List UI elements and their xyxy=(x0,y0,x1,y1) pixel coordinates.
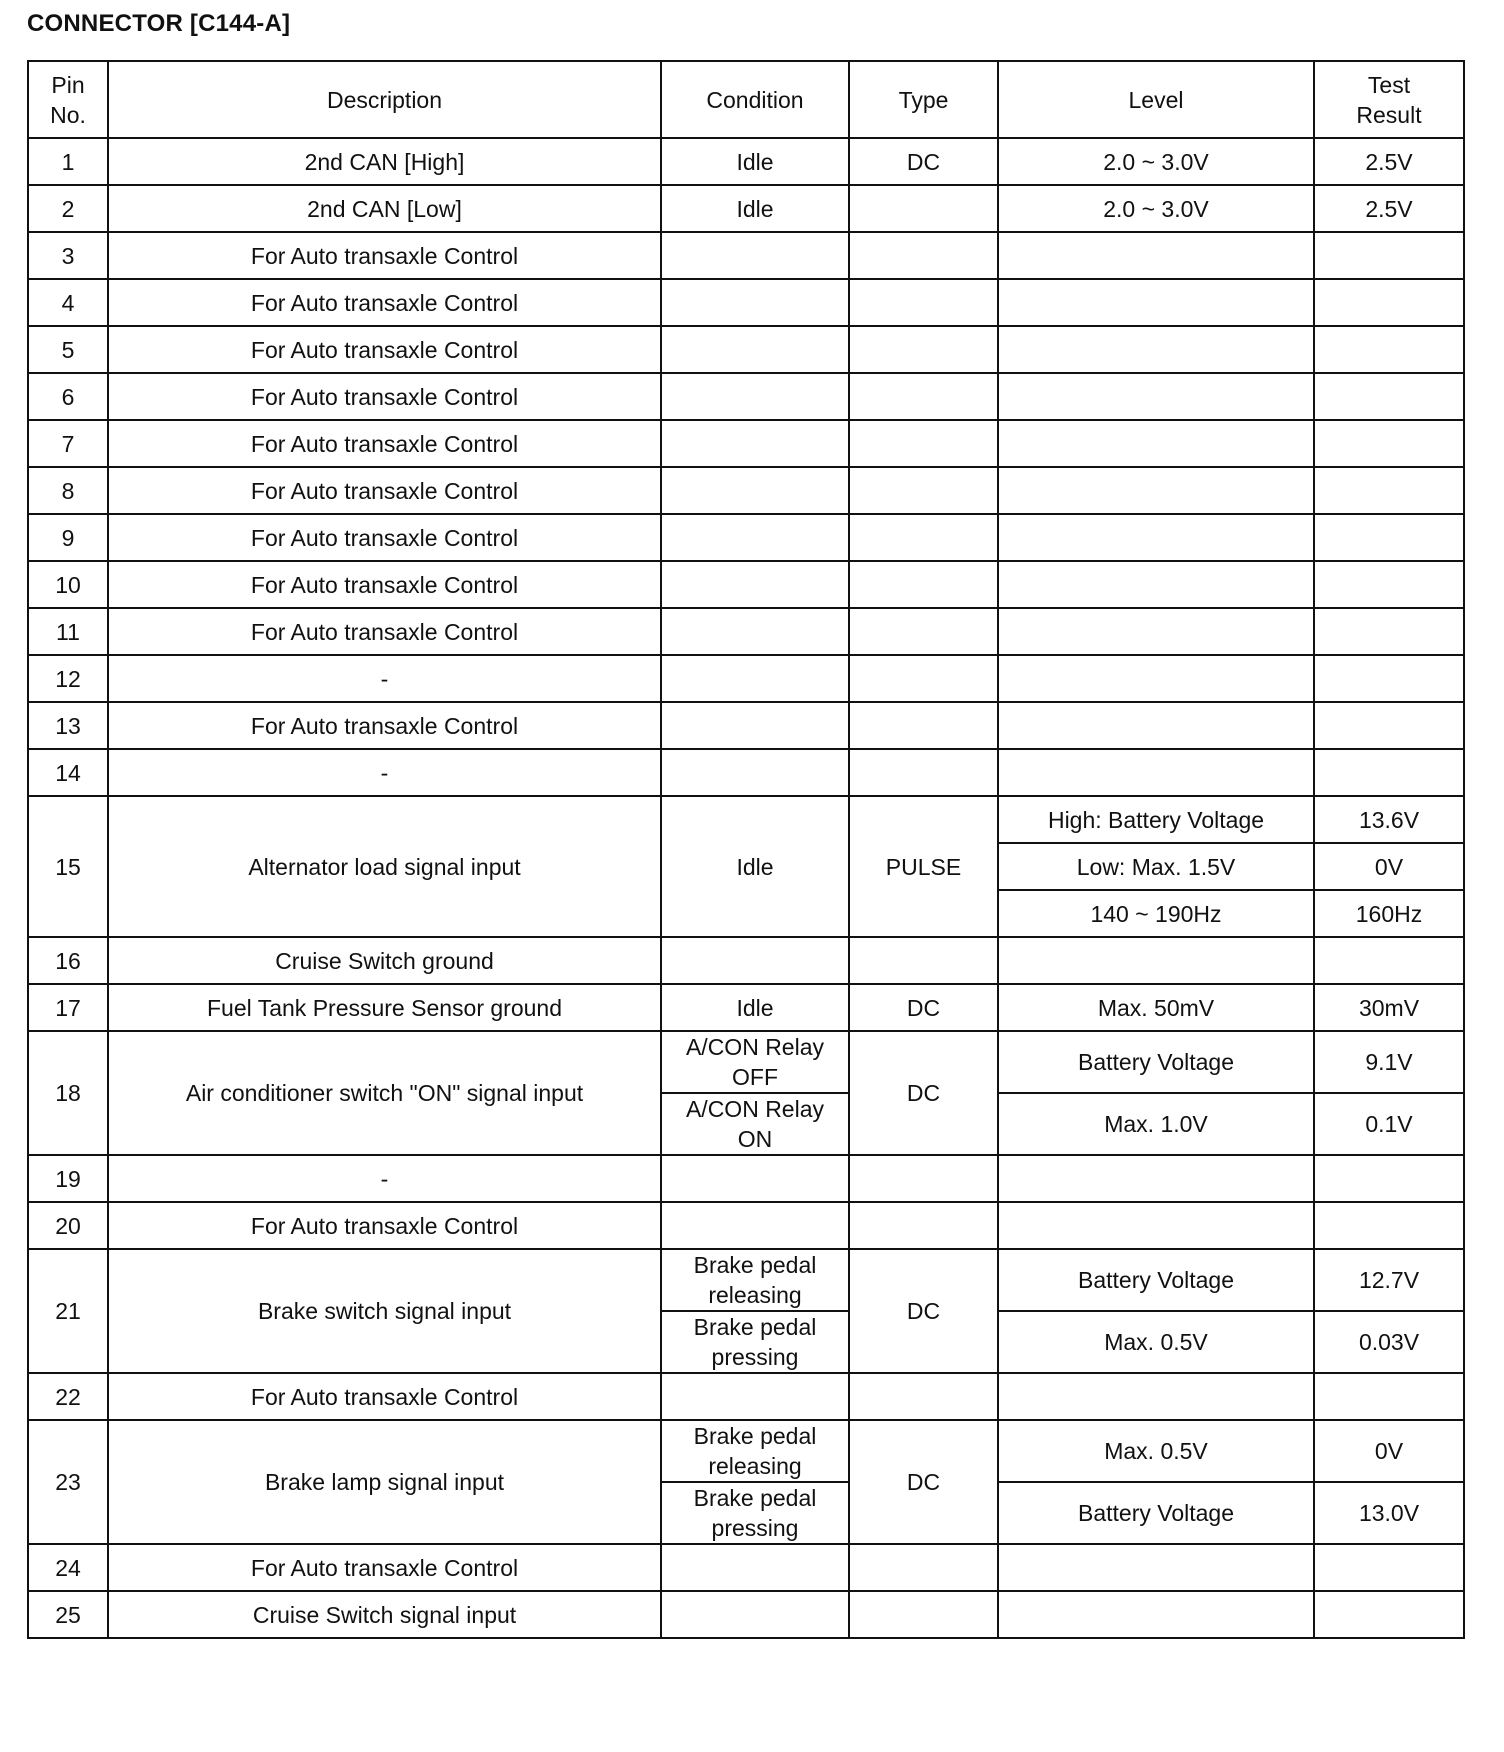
description: For Auto transaxle Control xyxy=(108,1373,661,1420)
condition xyxy=(661,514,849,561)
header-condition: Condition xyxy=(661,61,849,138)
description: For Auto transaxle Control xyxy=(108,232,661,279)
description: Cruise Switch signal input xyxy=(108,1591,661,1638)
condition xyxy=(661,1155,849,1202)
type: DC xyxy=(849,1420,998,1544)
test-result: 2.5V xyxy=(1314,185,1464,232)
condition: Idle xyxy=(661,796,849,937)
condition: Idle xyxy=(661,984,849,1031)
level xyxy=(998,420,1314,467)
level xyxy=(998,655,1314,702)
test-result: 0.03V xyxy=(1314,1311,1464,1373)
level xyxy=(998,937,1314,984)
condition: Brake pedal pressing xyxy=(661,1482,849,1544)
type: DC xyxy=(849,138,998,185)
level: Max. 0.5V xyxy=(998,1311,1314,1373)
condition xyxy=(661,702,849,749)
condition xyxy=(661,467,849,514)
test-result xyxy=(1314,514,1464,561)
type xyxy=(849,1544,998,1591)
test-result xyxy=(1314,702,1464,749)
condition: A/CON Relay OFF xyxy=(661,1031,849,1093)
level xyxy=(998,373,1314,420)
condition xyxy=(661,749,849,796)
description: For Auto transaxle Control xyxy=(108,1544,661,1591)
description: For Auto transaxle Control xyxy=(108,373,661,420)
table-row xyxy=(28,561,1464,608)
table-row xyxy=(28,937,1464,984)
pin-no: 2 xyxy=(28,185,108,232)
table-row xyxy=(28,420,1464,467)
level xyxy=(998,467,1314,514)
header-description: Description xyxy=(108,61,661,138)
type xyxy=(849,279,998,326)
type: PULSE xyxy=(849,796,998,937)
test-result xyxy=(1314,1155,1464,1202)
description: - xyxy=(108,749,661,796)
level xyxy=(998,1591,1314,1638)
description: Fuel Tank Pressure Sensor ground xyxy=(108,984,661,1031)
level xyxy=(998,279,1314,326)
table-row xyxy=(28,1155,1464,1202)
description: For Auto transaxle Control xyxy=(108,702,661,749)
type xyxy=(849,420,998,467)
table-row xyxy=(28,232,1464,279)
type xyxy=(849,1202,998,1249)
test-result: 160Hz xyxy=(1314,890,1464,937)
pin-no: 13 xyxy=(28,702,108,749)
table-row xyxy=(28,185,1464,232)
test-result: 2.5V xyxy=(1314,138,1464,185)
table-row xyxy=(28,1031,1464,1093)
type xyxy=(849,232,998,279)
pin-no: 20 xyxy=(28,1202,108,1249)
condition xyxy=(661,373,849,420)
header-type: Type xyxy=(849,61,998,138)
table-row xyxy=(28,514,1464,561)
condition: Brake pedal pressing xyxy=(661,1311,849,1373)
pin-no: 22 xyxy=(28,1373,108,1420)
type xyxy=(849,1591,998,1638)
header-pin-no: Pin No. xyxy=(28,61,108,138)
table-row xyxy=(28,608,1464,655)
table-row xyxy=(28,749,1464,796)
table-row xyxy=(28,467,1464,514)
type xyxy=(849,561,998,608)
test-result xyxy=(1314,655,1464,702)
condition xyxy=(661,937,849,984)
table-row xyxy=(28,655,1464,702)
level xyxy=(998,514,1314,561)
test-result xyxy=(1314,420,1464,467)
pin-no: 5 xyxy=(28,326,108,373)
level: Battery Voltage xyxy=(998,1249,1314,1311)
level xyxy=(998,232,1314,279)
level xyxy=(998,561,1314,608)
description: For Auto transaxle Control xyxy=(108,467,661,514)
header-test-result: Test Result xyxy=(1314,61,1464,138)
connector-pin-table xyxy=(27,60,1465,1639)
table-row xyxy=(28,373,1464,420)
table-row xyxy=(28,138,1464,185)
test-result: 12.7V xyxy=(1314,1249,1464,1311)
type xyxy=(849,185,998,232)
table-row xyxy=(28,326,1464,373)
table-row xyxy=(28,796,1464,843)
description: For Auto transaxle Control xyxy=(108,514,661,561)
test-result xyxy=(1314,326,1464,373)
header-row xyxy=(28,61,1464,138)
type xyxy=(849,514,998,561)
condition: Idle xyxy=(661,185,849,232)
condition xyxy=(661,655,849,702)
pin-no: 24 xyxy=(28,1544,108,1591)
type: DC xyxy=(849,1031,998,1155)
test-result xyxy=(1314,561,1464,608)
pin-no: 3 xyxy=(28,232,108,279)
table-row xyxy=(28,1420,1464,1482)
condition: A/CON Relay ON xyxy=(661,1093,849,1155)
level xyxy=(998,1373,1314,1420)
type xyxy=(849,467,998,514)
type: DC xyxy=(849,1249,998,1373)
test-result xyxy=(1314,1544,1464,1591)
test-result xyxy=(1314,937,1464,984)
pin-no: 9 xyxy=(28,514,108,561)
level: Max. 0.5V xyxy=(998,1420,1314,1482)
test-result xyxy=(1314,608,1464,655)
level xyxy=(998,608,1314,655)
table-row xyxy=(28,1544,1464,1591)
condition: Brake pedal releasing xyxy=(661,1249,849,1311)
condition xyxy=(661,1544,849,1591)
level: 140 ~ 190Hz xyxy=(998,890,1314,937)
level: Max. 1.0V xyxy=(998,1093,1314,1155)
test-result xyxy=(1314,1591,1464,1638)
connector-title: CONNECTOR [C144-A] xyxy=(27,10,291,37)
description: Cruise Switch ground xyxy=(108,937,661,984)
pin-no: 19 xyxy=(28,1155,108,1202)
table-row xyxy=(28,1373,1464,1420)
type xyxy=(849,655,998,702)
test-result: 30mV xyxy=(1314,984,1464,1031)
pin-no: 10 xyxy=(28,561,108,608)
description: Air conditioner switch "ON" signal input xyxy=(108,1031,661,1155)
condition: Brake pedal releasing xyxy=(661,1420,849,1482)
level xyxy=(998,1544,1314,1591)
level: Max. 50mV xyxy=(998,984,1314,1031)
table-row xyxy=(28,1591,1464,1638)
pin-no: 14 xyxy=(28,749,108,796)
pin-no: 18 xyxy=(28,1031,108,1155)
description: Alternator load signal input xyxy=(108,796,661,937)
level: Battery Voltage xyxy=(998,1031,1314,1093)
type xyxy=(849,749,998,796)
pin-no: 8 xyxy=(28,467,108,514)
test-result: 9.1V xyxy=(1314,1031,1464,1093)
type xyxy=(849,1373,998,1420)
level: 2.0 ~ 3.0V xyxy=(998,185,1314,232)
pin-no: 1 xyxy=(28,138,108,185)
condition xyxy=(661,561,849,608)
pin-no: 25 xyxy=(28,1591,108,1638)
pin-no: 21 xyxy=(28,1249,108,1373)
description: For Auto transaxle Control xyxy=(108,561,661,608)
test-result: 13.0V xyxy=(1314,1482,1464,1544)
level: Low: Max. 1.5V xyxy=(998,843,1314,890)
description: For Auto transaxle Control xyxy=(108,1202,661,1249)
table-row xyxy=(28,702,1464,749)
condition xyxy=(661,608,849,655)
type xyxy=(849,1155,998,1202)
test-result xyxy=(1314,373,1464,420)
description: For Auto transaxle Control xyxy=(108,420,661,467)
type xyxy=(849,608,998,655)
condition xyxy=(661,1373,849,1420)
type xyxy=(849,937,998,984)
description: For Auto transaxle Control xyxy=(108,279,661,326)
level xyxy=(998,1155,1314,1202)
description: For Auto transaxle Control xyxy=(108,608,661,655)
test-result xyxy=(1314,749,1464,796)
test-result: 0.1V xyxy=(1314,1093,1464,1155)
table-row xyxy=(28,279,1464,326)
header-level: Level xyxy=(998,61,1314,138)
pin-no: 16 xyxy=(28,937,108,984)
condition xyxy=(661,232,849,279)
pin-no: 11 xyxy=(28,608,108,655)
description: 2nd CAN [High] xyxy=(108,138,661,185)
test-result xyxy=(1314,1202,1464,1249)
type: DC xyxy=(849,984,998,1031)
test-result xyxy=(1314,279,1464,326)
pin-no: 7 xyxy=(28,420,108,467)
pin-no: 4 xyxy=(28,279,108,326)
test-result: 0V xyxy=(1314,1420,1464,1482)
level xyxy=(998,749,1314,796)
pin-no: 12 xyxy=(28,655,108,702)
level: 2.0 ~ 3.0V xyxy=(998,138,1314,185)
description: 2nd CAN [Low] xyxy=(108,185,661,232)
level xyxy=(998,702,1314,749)
test-result xyxy=(1314,1373,1464,1420)
description: - xyxy=(108,1155,661,1202)
type xyxy=(849,326,998,373)
test-result: 13.6V xyxy=(1314,796,1464,843)
description: Brake switch signal input xyxy=(108,1249,661,1373)
condition xyxy=(661,279,849,326)
table-row xyxy=(28,984,1464,1031)
test-result xyxy=(1314,232,1464,279)
level xyxy=(998,1202,1314,1249)
type xyxy=(849,702,998,749)
condition xyxy=(661,420,849,467)
condition xyxy=(661,1202,849,1249)
description: For Auto transaxle Control xyxy=(108,326,661,373)
test-result: 0V xyxy=(1314,843,1464,890)
level xyxy=(998,326,1314,373)
pin-no: 15 xyxy=(28,796,108,937)
level: Battery Voltage xyxy=(998,1482,1314,1544)
level: High: Battery Voltage xyxy=(998,796,1314,843)
pin-no: 17 xyxy=(28,984,108,1031)
condition: Idle xyxy=(661,138,849,185)
test-result xyxy=(1314,467,1464,514)
description: - xyxy=(108,655,661,702)
pin-no: 6 xyxy=(28,373,108,420)
condition xyxy=(661,1591,849,1638)
table-row xyxy=(28,1202,1464,1249)
condition xyxy=(661,326,849,373)
table-row xyxy=(28,1249,1464,1311)
description: Brake lamp signal input xyxy=(108,1420,661,1544)
pin-no: 23 xyxy=(28,1420,108,1544)
type xyxy=(849,373,998,420)
